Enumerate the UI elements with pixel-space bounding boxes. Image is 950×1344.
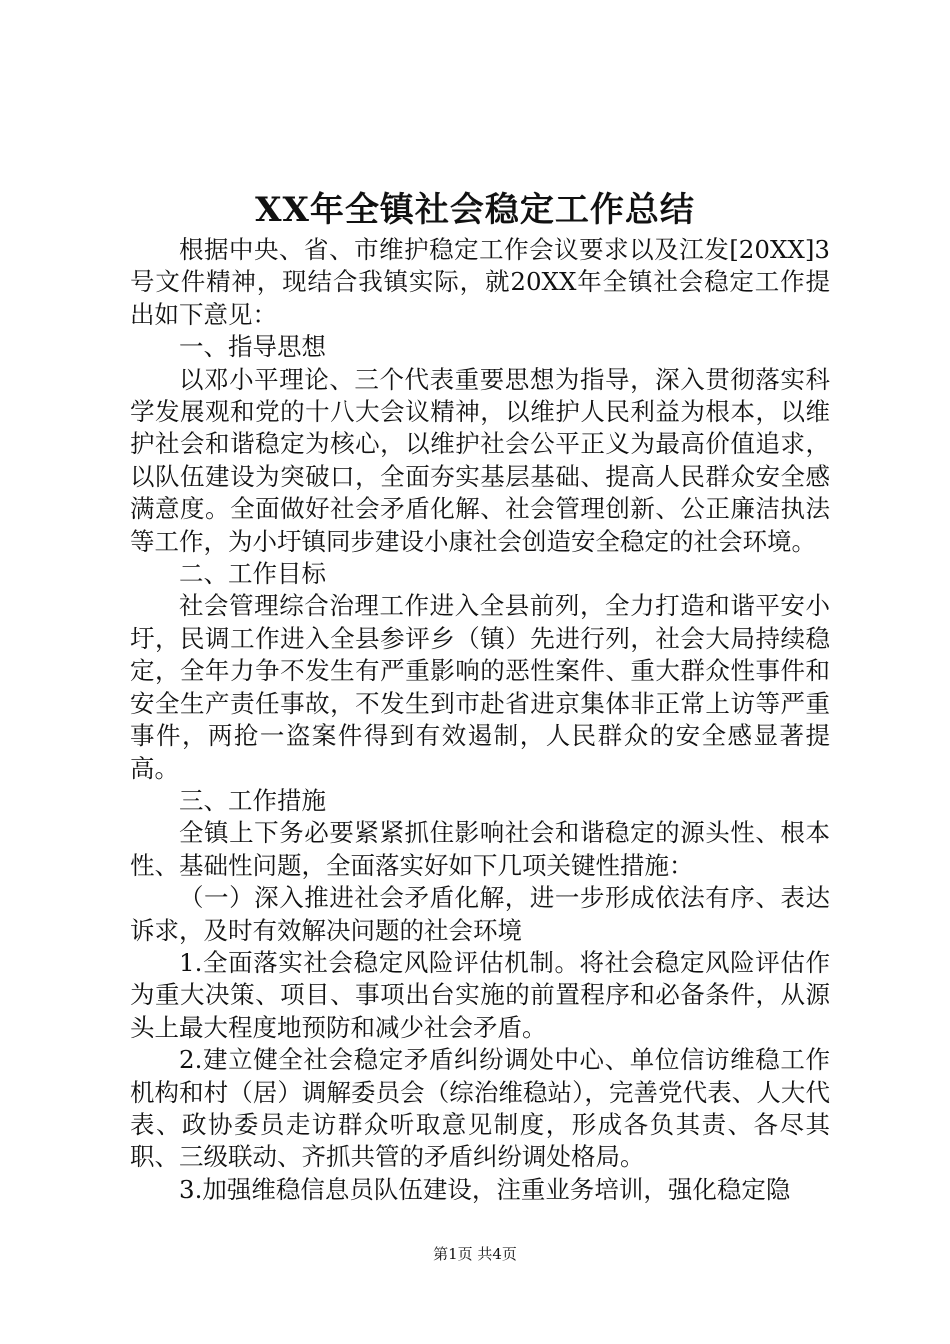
list-item-2: 2.建立健全社会稳定矛盾纠纷调处中心、单位信访维稳工作机构和村（居）调解委员会（综治维稳站），完善党代表、人大代表、政协委员走访群众听取意见制度，形成各负其责、各尽其职、三级联动、齐抓共管的矛盾纠纷调处格局。 xyxy=(130,1045,830,1172)
document-body xyxy=(130,234,830,1206)
document-title: XX年全镇社会稳定工作总结 xyxy=(255,190,695,230)
paragraph-intro: 根据中央、省、市维护稳定工作会议要求以及江发[20XX]3号文件精神，现结合我镇实际，就20XX年全镇社会稳定工作提出如下意见： xyxy=(130,235,830,329)
heading-work-measures: 三、工作措施 xyxy=(179,785,326,815)
paragraph-guiding-ideology: 以邓小平理论、三个代表重要思想为指导，深入贯彻落实科学发展观和党的十八大会议精神，以维护人民利益为根本，以维护社会和谐稳定为核心，以维护社会公平正义为最高价值追求，以队伍建设为突破口，全面夯实基层基础、提高人民群众安全感满意度。全面做好社会矛盾化解、社会管理创新、公正廉洁执法等工作，为小圩镇同步建设小康社会创造安全稳定的社会环境。 xyxy=(130,364,830,556)
page-footer: 第1页 共4页 xyxy=(433,1245,517,1263)
paragraph-work-measures: 全镇上下务必要紧紧抓住影响社会和谐稳定的源头性、根本性、基础性问题，全面落实好如下几项关键性措施： xyxy=(130,818,830,880)
list-item-3: 3.加强维稳信息员队伍建设，注重业务培训，强化稳定隐 xyxy=(179,1174,791,1204)
subheading-measure-1: （一）深入推进社会矛盾化解，进一步形成依法有序、表达诉求，及时有效解决问题的社会环境 xyxy=(130,883,830,945)
list-item-1: 1.全面落实社会稳定风险评估机制。将社会稳定风险评估作为重大决策、项目、事项出台实施的前置程序和必备条件，从源头上最大程度地预防和减少社会矛盾。 xyxy=(130,947,830,1042)
heading-guiding-ideology: 一、指导思想 xyxy=(179,332,326,362)
paragraph-work-goals: 社会管理综合治理工作进入全县前列，全力打造和谐平安小圩，民调工作进入全县参评乡（镇）先进行列，社会大局持续稳定，全年力争不发生有严重影响的恶性案件、重大群众性事件和安全生产责任事故，不发生到市赴省进京集体非正常上访等严重事件，两抢一盗案件得到有效遏制，人民群众的安全感显著提高。 xyxy=(130,591,830,783)
heading-work-goals: 二、工作目标 xyxy=(179,559,326,589)
